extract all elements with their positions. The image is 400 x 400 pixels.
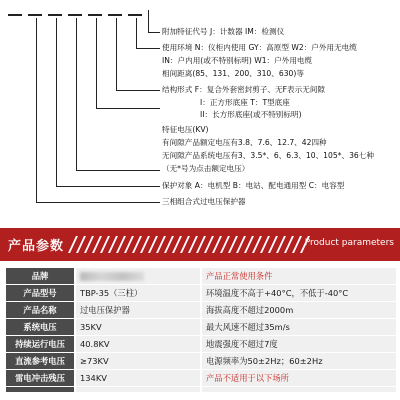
param-name: 系统电压: [6, 319, 74, 335]
code-segment: [108, 14, 122, 16]
param-value: 过电压保护器: [76, 302, 200, 318]
diagram-label: 三相组合式过电压保护器: [162, 197, 246, 206]
param-name: 直流参考电压: [6, 353, 74, 369]
param-value: [76, 268, 200, 284]
table-row: [6, 285, 396, 301]
leader-line: [96, 108, 160, 109]
param-name: 产品名称: [6, 302, 74, 318]
code-segment: [88, 14, 102, 16]
leader-line: [76, 18, 77, 170]
condition-note: 产品不适用于以下场所: [202, 370, 396, 386]
leader-line: [36, 202, 160, 203]
leader-line: [76, 170, 160, 171]
diagram-label: II：长方形底座(或不特别标明): [200, 110, 302, 119]
param-value: TBP-35（三柱）: [76, 285, 200, 301]
param-value: 35KV: [76, 319, 200, 335]
param-value: 134KV: [76, 370, 200, 386]
leader-line: [56, 18, 57, 186]
section-banner: [0, 228, 400, 261]
diagram-label: 有间隙产品额定电压有3.8、7.6、12.7、42四种: [162, 138, 327, 147]
condition-note: 海拔高度不超过2000m: [202, 302, 396, 318]
leader-line: [148, 32, 160, 33]
banner-decoration: [72, 228, 320, 261]
code-segment: [28, 14, 42, 16]
code-segment: [68, 14, 82, 16]
diagram-label: 无间隙产品系统电压有3、3.5*、6、6.3、10、105*、36七种: [162, 151, 374, 160]
leader-line: [148, 10, 149, 32]
param-value: 40.8KV: [76, 336, 200, 352]
leader-line: [36, 18, 37, 202]
code-segment: [48, 14, 62, 16]
diagram-label: 结构形式 F：复合外套密封剪子、无F表示无间隙: [162, 85, 326, 94]
diagram-label: 特征电压(KV): [162, 125, 209, 134]
leader-line: [116, 90, 160, 91]
condition-note: 最大风速不超过35m/s: [202, 319, 396, 335]
param-name: 品牌: [6, 268, 74, 284]
param-name: 雷电冲击残压: [6, 370, 74, 386]
diagram-label: （无*号为点击额定电压）: [162, 164, 250, 173]
section-title: 产品参数: [8, 239, 65, 254]
code-segment: [128, 14, 142, 16]
leader-line: [96, 18, 97, 108]
diagram-label: 保护对象 A：电机型 B：电站、配电通用型 C：电容型: [162, 181, 345, 190]
diagram-label: 附加特征代号 J：计数器 IM：检测仪: [162, 27, 285, 36]
table-row: [6, 370, 396, 386]
condition-note: 环境温度不高于+40°C，不低于-40°C: [202, 285, 396, 301]
leader-line: [136, 18, 137, 48]
section-subtitle: Product parameters: [304, 238, 394, 248]
table-row: [6, 336, 396, 352]
condition-note: 地震强度不超过7度: [202, 336, 396, 352]
leader-line: [116, 18, 117, 90]
diagram-label: IN：户内用(或不特别标明) W1：户外用电缆: [162, 56, 313, 65]
code-segment: [8, 14, 22, 16]
table-row: [6, 353, 396, 369]
param-name: 持续运行电压: [6, 336, 74, 352]
param-value: ≥73KV: [76, 353, 200, 369]
diagram-label: I：正方形底座 T：T型底座: [200, 98, 290, 107]
leader-line: [56, 186, 160, 187]
crop-edge: [0, 392, 400, 400]
table-row: [6, 268, 396, 284]
condition-note: 产品正常使用条件: [202, 268, 396, 284]
param-name: 产品型号: [6, 285, 74, 301]
table-row: [6, 319, 396, 335]
leader-line: [136, 48, 160, 49]
diagram-label: 使用环境 N：仪柜内使用 GY：高原型 W2：户外用无电缆: [162, 43, 357, 52]
table-row: [6, 302, 396, 318]
blurred-brand: [80, 272, 144, 281]
diagram-label: 相间距离(85、131、200、310、630)等: [162, 69, 304, 78]
condition-note: 电源频率为50±2Hz；60±2Hz: [202, 353, 396, 369]
